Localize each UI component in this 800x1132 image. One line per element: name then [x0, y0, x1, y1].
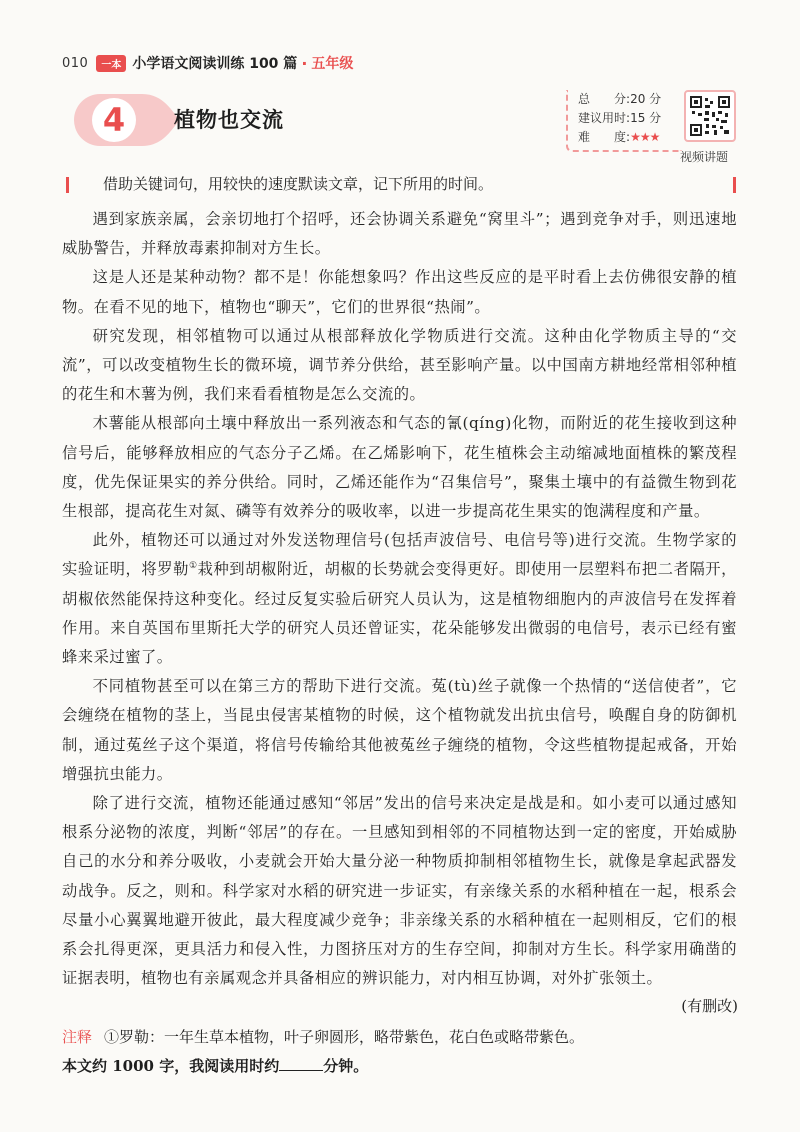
paragraph-5-part-1: 此外，植物还可以通过对外发送物理信号(包括声波信号、电信号等)进行交流。生物学家的实验证明，将罗勒 [62, 531, 737, 579]
instruction-left-bracket [66, 177, 69, 193]
total-score-value: 20 分 [630, 92, 662, 106]
difficulty-label: 难 度 [578, 130, 627, 144]
instruction-right-bracket [733, 177, 736, 193]
footnote-marker: ① [188, 561, 198, 572]
reading-time-record [62, 1055, 368, 1076]
article-paragraph-3: 研究发现，相邻植物可以通过从根部释放化学物质进行交流。这种由化学物质主导的“交流”，可以改变植物生长的微环境，调节养分供给，甚至影响产量。以中国南方耕地经常相邻种植的花生和木薯为例，我们来看看植物是怎么交流的。 [62, 326, 737, 404]
reading-time-prefix: 本文约 1000 字，我阅读用时约 [62, 1057, 280, 1075]
article-paragraph-1: 遇到家族亲属，会亲切地打个招呼，还会协调关系避免“窝里斗”；遇到竞争对手，则迅速地威胁警告，并释放毒素抑制对方生长。 [62, 210, 737, 258]
annotation-text: ①罗勒：一年生草本植物，叶子卵圆形，略带紫色，花白色或略带紫色。 [104, 1028, 585, 1046]
reading-instruction: 借助关键词句，用较快的速度默读文章，记下所用的时间。 [103, 175, 494, 193]
qr-code-graphic [690, 96, 730, 136]
suggested-time-label: 建议用时 [578, 111, 627, 125]
book-title: 小学语文阅读训练 100 篇 [132, 56, 298, 72]
article-paragraph-4: 木薯能从根部向土壤中释放出一系列液态和气态的氰(qíng)化物，而附近的花生接收到这种信号后，能够释放相应的气态分子乙烯。在乙烯影响下，花生植株会主动缩减地面植株的繁茂程度，优先保证果实的养分供给。同时，乙烯还能作为“召集信号”，聚集土壤中的有益微生物到花生根部，提高花生对氮、磷等有效养分的吸收率，以进一步提高花生果实的饱满程度和产量。 [62, 414, 737, 521]
qr-code-icon[interactable] [684, 90, 736, 142]
annotation [62, 1026, 584, 1047]
paragraph-5-part-2: 栽种到胡椒附近，胡椒的长势就会变得更好。即使用一层塑料布把二者隔开，胡椒依然能保持这种变化。经过反复实验后研究人员认为，这是植物细胞内的声波信号在发挥着作用。来自英国布里斯托大学的研究人员还曾证实，花朵能够发出微弱的电信号，表示已经有蜜蜂来采过蜜了。 [62, 560, 737, 667]
lesson-number: 4 [102, 101, 126, 139]
reading-time-suffix: 分钟。 [323, 1057, 369, 1075]
lesson-title: 植物也交流 [174, 108, 284, 132]
total-score-line: 总 分:20 分 [578, 92, 662, 106]
annotation-label: 注释 [62, 1028, 93, 1046]
suggested-time-value: 15 分 [630, 111, 662, 125]
article-paragraph-7: 除了进行交流，植物还能通过感知“邻居”发出的信号来决定是战是和。如小麦可以通过感知根系分泌物的浓度，判断“邻居”的存在。一旦感知到相邻的不同植物达到一定的密度，开始威胁自己的水分和养分吸收，小麦就会开始大量分泌一种物质抑制相邻植物生长，就像是拿起武器发动战争。反之，则和。科学家对水稻的研究进一步证实，有亲缘关系的水稻种植在一起，根系会尽量小心翼翼地避开彼此，最大程度减少竞争；非亲缘关系的水稻种植在一起则相反，它们的根系会扎得更深，更具活力和侵入性，力图挤压对方的生存空间，抑制对方生长。科学家用确凿的证据表明，植物也有亲属观念并具备相应的辨识能力，对内相互协调，对外扩张领土。 [62, 794, 737, 988]
brand-logo: 一本 [96, 55, 126, 72]
article-paragraph-5 [62, 526, 737, 672]
difficulty-line: 难 度:★★★ [578, 130, 660, 144]
article-body [62, 205, 737, 993]
source-note: (有删改) [681, 997, 738, 1015]
article-paragraph-6: 不同植物甚至可以在第三方的帮助下进行交流。菟(tù)丝子就像一个热情的“送信使者”，它会缠绕在植物的茎上，当昆虫侵害某植物的时候，这个植物就发出抗虫信号，唤醒自身的防御机制，通过菟丝子这个渠道，将信号传输给其他被菟丝子缠绕的植物，令这些植物提起戒备，开始增强抗虫能力。 [62, 677, 737, 783]
total-score-label: 总 分 [578, 92, 627, 106]
title-separator: · [301, 53, 308, 73]
page-number: 010 [62, 55, 89, 71]
lesson-badge [72, 92, 182, 148]
score-info-panel [566, 90, 682, 152]
reading-time-blank[interactable] [279, 1056, 323, 1071]
suggested-time-line: 建议用时:15 分 [578, 111, 662, 125]
grade-label: 五年级 [311, 56, 354, 72]
video-explanation-label: 视频讲题 [680, 150, 729, 164]
page-header [62, 52, 353, 74]
difficulty-stars: ★★★ [630, 130, 660, 144]
article-paragraph-2: 这是人还是某种动物？都不是！你能想象吗？作出这些反应的是平时看上去仿佛很安静的植物。在看不见的地下，植物也“聊天”，它们的世界很“热闹”。 [62, 268, 737, 316]
